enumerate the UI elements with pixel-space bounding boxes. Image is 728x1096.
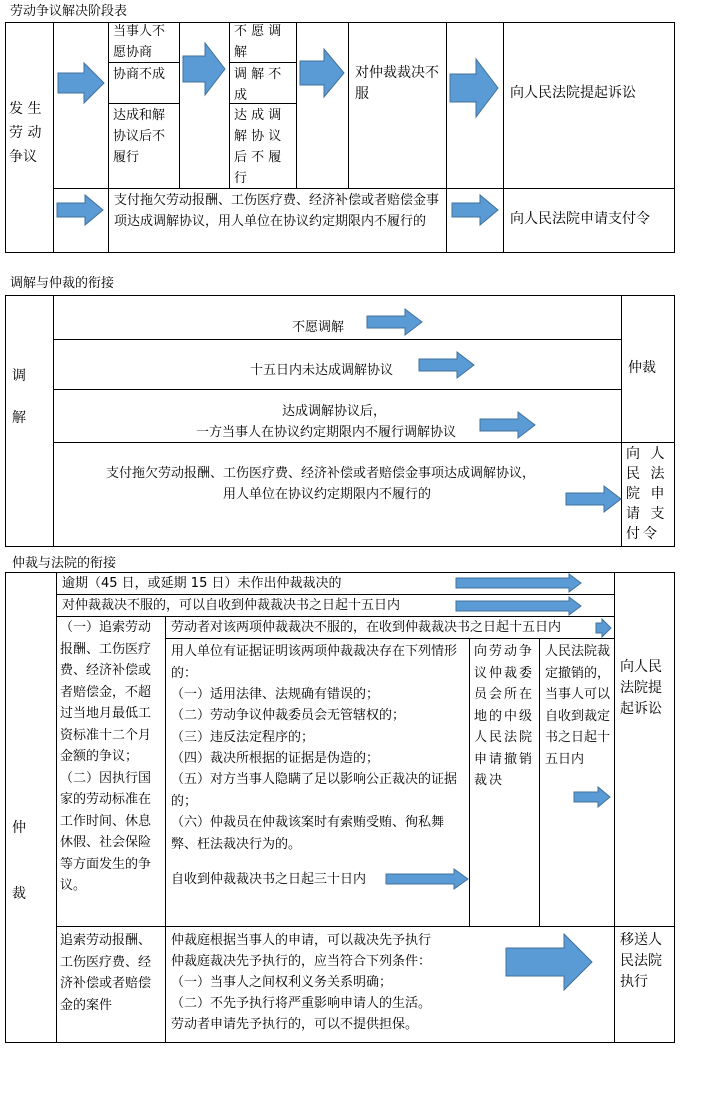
s2-arbitration: 仲裁 xyxy=(628,360,656,376)
arrow-right-icon xyxy=(480,412,535,438)
col1-b: 协商不成 xyxy=(113,67,166,82)
s3-advance-1: 仲裁庭根据当事人的申请，可以裁决先予执行 xyxy=(171,933,432,948)
s3-enforcement: 移送人民法院执行 xyxy=(620,932,662,990)
s3-condition-5: （五）对方当事人隐瞒了足以影响公正裁决的证据的； xyxy=(171,772,458,809)
col2-b: 调 解 不 成 xyxy=(234,67,282,103)
arrow-right-icon xyxy=(58,63,104,103)
s3-row2: 对仲裁裁决不服的，可以自收到仲裁裁决书之日起十五日内 xyxy=(62,598,401,613)
arrow-right-icon xyxy=(57,195,103,225)
s2-row3b: 一方当事人在协议约定期限内不履行调解协议 xyxy=(196,425,457,440)
s3-advance-5: 劳动者申请先予执行的，可以不提供担保。 xyxy=(171,1017,419,1032)
s3-advance-2: 仲裁庭裁决先予执行的，应当符合下列条件： xyxy=(171,954,432,969)
s3-categories: （一）追索劳动报酬、工伤医疗费、经济补偿或者赔偿金，不超过当地月最低工资标准十二个月金额的争议；（二）因执行国家的劳动标准在工作时间、休息休假、社会保险等方面发生的争议。 xyxy=(60,620,152,893)
arrow-right-icon xyxy=(456,597,581,615)
arrow-right-icon xyxy=(456,574,581,592)
section3-title: 仲裁与法院的衔接 xyxy=(12,556,117,571)
s3-condition-2: （二）劳动争议仲裁委员会无管辖权的； xyxy=(171,708,406,723)
s3-litigation: 向人民法院提起诉讼 xyxy=(620,659,662,717)
arrow-right-icon xyxy=(183,43,225,95)
result-litigation: 向人民法院提起诉讼 xyxy=(510,85,636,101)
s3-condition-3: （三）违反法定程序的； xyxy=(171,730,315,745)
s3-advance-4: （二）不先予执行将严重影响申请人的生活。 xyxy=(171,996,432,1011)
dispute-start: 发 生 劳 动 争议 xyxy=(9,101,42,165)
col3-text: 对仲裁裁决不服 xyxy=(355,65,439,102)
col1-a: 当事人不愿协商 xyxy=(113,24,166,60)
s3-row1: 逾期（45 日，或延期 15 日）未作出仲裁裁决的 xyxy=(62,576,342,591)
s3-row4-left: 追索劳动报酬、工伤医疗费、经济补偿或者赔偿金的案件 xyxy=(60,933,152,1013)
s2-row2: 十五日内未达成调解协议 xyxy=(250,363,394,378)
arrow-right-icon xyxy=(367,309,422,335)
s3-court-revoke: 人民法院裁定撤销的，当事人可以自收到裁定书之日起十五日内 xyxy=(545,644,611,767)
arrow-right-icon xyxy=(566,486,621,512)
mediation-label: 调 解 xyxy=(12,368,26,426)
arrow-right-icon xyxy=(300,49,344,97)
s3-revoke: 向劳动争议仲裁委员会所在地的中级人民法院申请撤销裁决 xyxy=(474,644,535,788)
arbitration-label: 仲 裁 xyxy=(12,820,26,902)
col2-a: 不 愿 调 解 xyxy=(234,24,282,60)
s3-employer-deadline: 自收到仲裁裁决书之日起三十日内 xyxy=(171,872,367,887)
arrow-right-icon xyxy=(574,787,610,807)
s3-advance-3: （一）当事人之间权利义务关系明确； xyxy=(171,975,393,990)
result-payment-order: 向人民法院申请支付令 xyxy=(510,211,650,227)
s3-condition-1: （一）适用法律、法规确有错误的； xyxy=(171,687,380,702)
s3-row3: 劳动者对该两项仲裁裁决不服的，在收到仲裁裁决书之日起十五日内 xyxy=(171,620,562,635)
arrow-right-icon xyxy=(450,59,498,117)
arrow-right-icon xyxy=(596,619,611,637)
s2-row4a: 支付拖欠劳动报酬、工伤医疗费、经济补偿或者赔偿金事项达成调解协议， xyxy=(106,466,536,481)
s3-condition-6: （六）仲裁员在仲裁该案时有索贿受贿、徇私舞弊、枉法裁决行为的。 xyxy=(171,815,445,852)
arrow-right-icon xyxy=(419,352,474,378)
row2-text: 支付拖欠劳动报酬、工伤医疗费、经济补偿或者赔偿金事项达成调解协议，用人单位在协议约定期限内不履行的 xyxy=(114,193,440,229)
s2-row4b: 用人单位在协议约定期限内不履行的 xyxy=(223,487,432,502)
arrow-right-icon xyxy=(506,934,592,990)
s2-row3a: 达成调解协议后， xyxy=(282,404,387,419)
arrow-right-icon xyxy=(386,869,468,889)
s2-payment-order: 向 人 民 法 院 申 请 支 付令 xyxy=(626,446,668,542)
s3-condition-4: （四）裁决所根据的证据是伪造的； xyxy=(171,751,380,766)
section1-title: 劳动争议解决阶段表 xyxy=(10,4,128,19)
col1-c: 达成和解协议后不履行 xyxy=(113,108,166,165)
section2-title: 调解与仲裁的衔接 xyxy=(10,276,115,291)
s3-employer-intro: 用人单位有证据证明该两项仲裁裁决存在下列情形的： xyxy=(171,644,458,681)
arrow-right-icon xyxy=(452,195,498,225)
col2-c: 达 成 调 解 协 议 后 不 履 行 xyxy=(234,108,282,186)
s2-row1: 不愿调解 xyxy=(292,320,345,335)
